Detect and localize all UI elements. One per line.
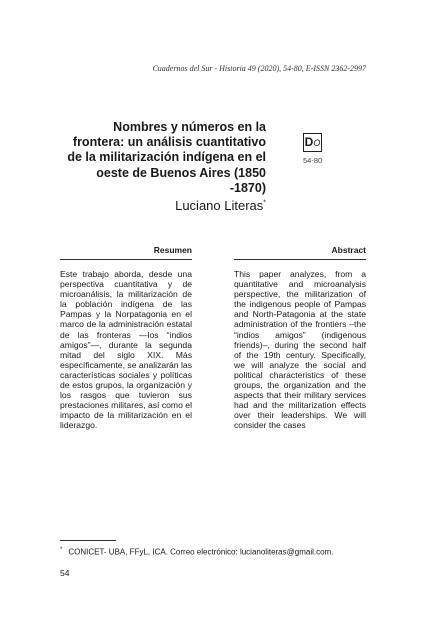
resumen-rule <box>60 259 192 260</box>
doi-badge-icon[interactable] <box>303 133 322 152</box>
badge-letter: D <box>304 135 314 149</box>
badge-italic: O <box>313 138 321 148</box>
article-title: Nombres y números en la frontera: un análisis cuantitativo de la militarización indígena en el oeste de Buenos Aires (1850 -1870) <box>67 120 266 195</box>
footnote-marker: * <box>60 547 63 553</box>
footnote-separator <box>60 540 116 541</box>
author-name: Luciano Literas <box>175 198 264 214</box>
page-range: 54-80 <box>303 156 323 165</box>
abstract-heading: Abstract <box>331 245 366 255</box>
page-number: 54 <box>60 568 70 578</box>
author-line <box>60 198 266 213</box>
author-footnote-marker: * <box>263 199 266 207</box>
resumen-heading: Resumen <box>153 245 192 255</box>
abstract-text: This paper analyzes, from a quantitative and microanalysis perspective, the militarization of the indigenous people of Pampas and North-Patagonia at the state administration of the frontiers –the “indios amigos” (indigenous friends)–, during the second half of the 19th century. Specifically, we will analyze the social and political characteristics of these groups, the organization and the aspects that their military services had and the militarization effects over their leaderships. We will consider the cases <box>234 269 366 431</box>
resumen-text: Este trabajo aborda, desde una perspectiva cuantitativa y de microanálisis, la militarización de la población indígena de las Pampas y la Norpatagonia en el marco de la administración estatal de las fronteras —los “indios amigos”—, durante la segunda mitad del siglo XIX. Más específicamente, se analizarán las características sociales y políticas de estos grupos, la organización y los rasgos que tuvieron sus prestaciones militares, así como el impacto de la militarización en el liderazgo. <box>60 269 192 431</box>
article-header <box>60 120 266 213</box>
abstract-rule <box>234 259 366 260</box>
footnote-text: CONICET- UBA, FFyL, ICA. Correo electrónico: lucianoliteras@gmail.com. <box>68 547 334 557</box>
running-head: Cuadernos del Sur - Historia 49 (2020), 54-80, E-ISSN 2362-2997 <box>152 64 366 73</box>
footnote <box>60 547 333 557</box>
